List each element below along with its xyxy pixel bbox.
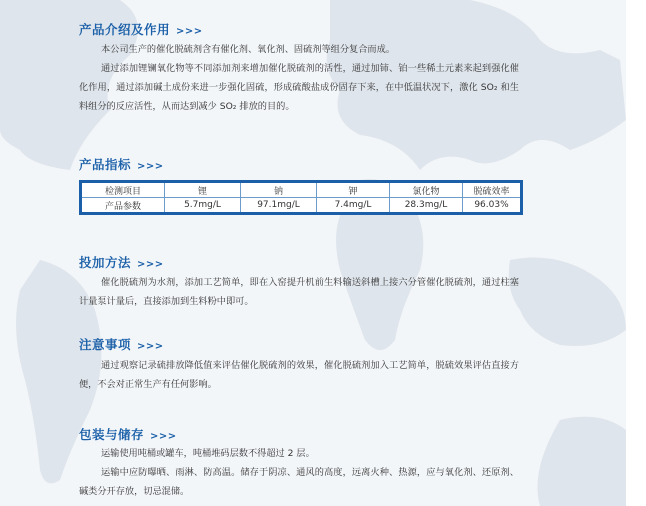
table-header-cell: 钾 (317, 183, 390, 198)
table-cell: 96.03% (474, 200, 509, 210)
section-title-text: 投加方法 (79, 255, 132, 270)
table-cell: 7.4mg/L (317, 198, 390, 212)
right-margin (626, 0, 646, 506)
storage-paragraphs (79, 444, 519, 501)
dosing-paragraph: 催化脱硫剂为水剂，添加工艺简单，即在入窑提升机前生料输送斜槽上接六分管催化脱硫剂，通过柱塞计量泵计量后，直接添加到生料粉中即可。 (79, 277, 519, 307)
table-header-cell: 脱硫效率 (463, 183, 520, 198)
table-cell: 97.1mg/L (241, 198, 317, 212)
section-title-text: 包装与储存 (79, 427, 145, 442)
storage-paragraph-2: 运输中应防曝晒、雨淋、防高温。储存于阴凉、通风的高度，远离火种、热源，应与氧化剂、还原剂、碱类分开存放，切忌混储。 (79, 467, 519, 497)
section-title-storage (79, 425, 177, 443)
notes-paragraphs (79, 356, 519, 394)
section-title-dosing (79, 253, 164, 271)
section-title-text: 产品介绍及作用 (79, 22, 171, 37)
intro-paragraph-1: 本公司生产的催化脱硫剂含有催化剂、氧化剂、固硫剂等组分复合而成。 (101, 44, 395, 55)
section-title-specs (79, 155, 164, 173)
section-title-intro (79, 20, 203, 38)
storage-paragraph-1: 运输使用吨桶或罐车，吨桶堆码层数不得超过 2 层。 (101, 448, 315, 459)
table-cell: 5.7mg/L (165, 198, 241, 212)
table-header-cell: 锂 (165, 183, 241, 198)
spec-table-header-row (82, 183, 520, 198)
arrows-icon: >>> (176, 26, 203, 37)
table-header-cell: 钠 (241, 183, 317, 198)
table-cell: 产品参数 (82, 198, 165, 212)
arrows-icon: >>> (137, 259, 164, 270)
section-title-text: 注意事项 (79, 337, 132, 352)
spec-table (79, 180, 523, 215)
notes-paragraph: 通过观察记录硫排放降低值来评估催化脱硫剂的效果，催化脱硫剂加入工艺简单，脱硫效果评估直接方便，不会对正常生产有任何影响。 (79, 360, 519, 390)
section-title-text: 产品指标 (79, 157, 132, 172)
intro-paragraph-2: 通过添加锂镧氧化物等不同添加剂来增加催化脱硫剂的活性，通过加铈、铂一些稀土元素来起到强化催化作用，通过添加碱土成份来进一步强化固硫，形成硫酸盐成份固存下来，在中低温状况下，激化 SO₂ 和生料组分的反应活性，从而达到减少 SO₂ 排放的目的。 (79, 63, 519, 112)
arrows-icon: >>> (137, 341, 164, 352)
table-header-cell: 氯化物 (390, 183, 463, 198)
section-title-notes (79, 335, 164, 353)
dosing-paragraphs (79, 273, 519, 311)
arrows-icon: >>> (137, 161, 164, 172)
intro-paragraphs (79, 40, 519, 116)
spec-table-row (82, 198, 520, 212)
arrows-icon: >>> (150, 431, 177, 442)
table-header-cell: 检测项目 (82, 183, 165, 198)
table-cell: 28.3mg/L (390, 198, 463, 212)
